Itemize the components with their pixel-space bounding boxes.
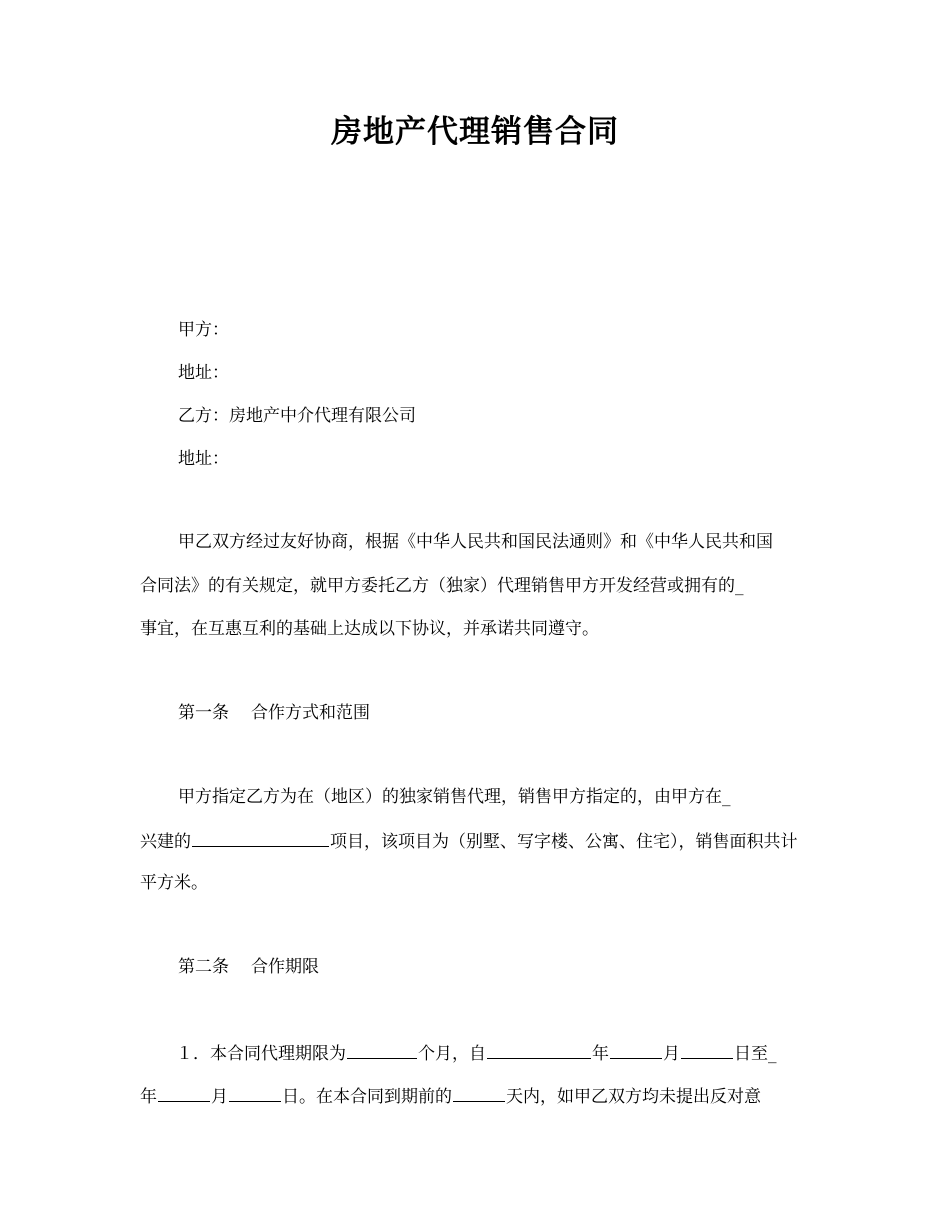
article-1-text-b: 项目，该项目为（别墅、写字楼、公寓、住宅），销售面积共计 bbox=[330, 832, 798, 852]
article-2-title: 合作期限 bbox=[251, 957, 319, 977]
blank-end-day bbox=[229, 1083, 281, 1102]
preamble-line-2: 合同法》的有关规定，就甲方委托乙方（独家）代理销售甲方开发经营或拥有的_ bbox=[140, 576, 744, 596]
item-1-text-8: 日。在本合同到期前的 bbox=[282, 1087, 452, 1107]
blank-months bbox=[347, 1040, 417, 1059]
blank-project-name bbox=[192, 828, 329, 847]
blank-end-month bbox=[158, 1083, 210, 1102]
party-b-address-label: 地址： bbox=[178, 449, 229, 469]
article-1-line-3: 平方米。 bbox=[140, 873, 208, 893]
item-1-text-6: 年 bbox=[140, 1087, 157, 1107]
preamble-line-3: 事宜，在互惠互利的基础上达成以下协议，并承诺共同遵守。 bbox=[140, 619, 599, 639]
article-2-item-1-line-2 bbox=[140, 1083, 761, 1109]
article-2-number: 第二条 bbox=[178, 957, 229, 977]
article-2-item-1-line-1 bbox=[176, 1040, 777, 1066]
article-1-text-a: 兴建的 bbox=[140, 832, 191, 852]
blank-start-year bbox=[487, 1040, 591, 1059]
party-b-label: 乙方：房地产中介代理有限公司 bbox=[178, 406, 416, 426]
document-title: 房地产代理销售合同 bbox=[331, 114, 619, 150]
item-1-text-3: 年 bbox=[592, 1044, 609, 1064]
item-1-text-1: １．本合同代理期限为 bbox=[176, 1044, 346, 1064]
blank-notice-days bbox=[453, 1083, 505, 1102]
party-a-label: 甲方： bbox=[178, 320, 229, 340]
article-1-heading bbox=[178, 701, 370, 725]
article-1-number: 第一条 bbox=[178, 703, 229, 723]
item-1-text-2: 个月，自 bbox=[418, 1044, 486, 1064]
party-a-address-label: 地址： bbox=[178, 363, 229, 383]
preamble-line-1: 甲乙双方经过友好协商，根据《中华人民共和国民法通则》和《中华人民共和国 bbox=[178, 532, 773, 552]
blank-start-day bbox=[681, 1040, 733, 1059]
item-1-text-5: 日至_ bbox=[734, 1044, 777, 1064]
article-1-line-1: 甲方指定乙方为在（地区）的独家销售代理，销售甲方指定的，由甲方在_ bbox=[178, 787, 731, 807]
article-2-heading bbox=[178, 955, 319, 979]
item-1-text-9: 天内，如甲乙双方均未提出反对意 bbox=[506, 1087, 761, 1107]
blank-start-month bbox=[610, 1040, 662, 1059]
article-1-line-2 bbox=[140, 828, 798, 854]
article-1-title: 合作方式和范围 bbox=[251, 703, 370, 723]
item-1-text-4: 月 bbox=[663, 1044, 680, 1064]
item-1-text-7: 月 bbox=[211, 1087, 228, 1107]
